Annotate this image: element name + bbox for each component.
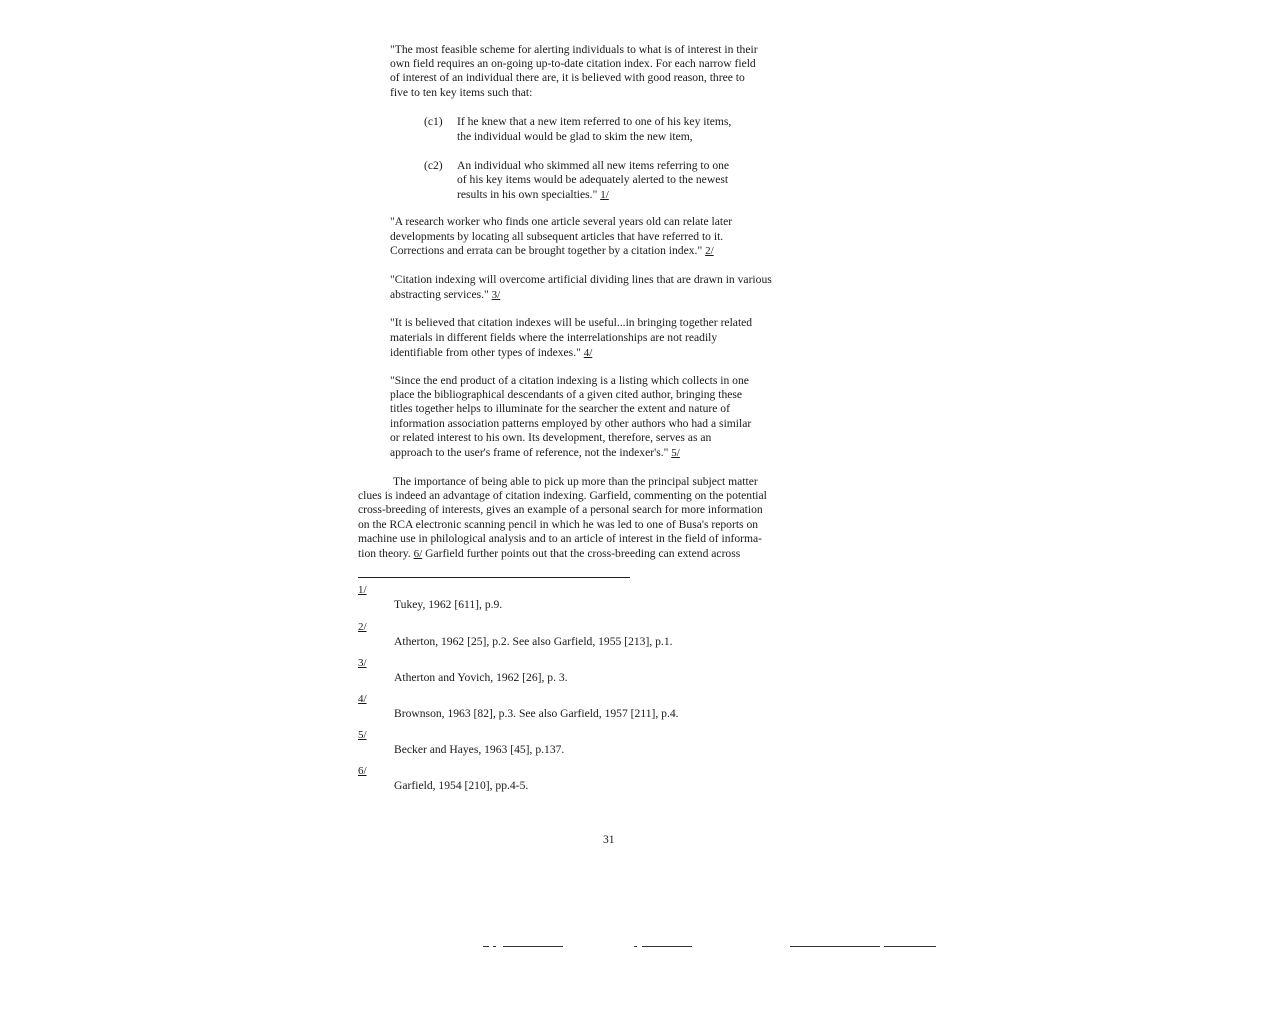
c1-line	[457, 115, 731, 129]
scan-artifact-line	[503, 946, 563, 947]
footnote-marker: 3/	[358, 657, 367, 669]
c2-label-line	[424, 159, 443, 173]
line-text: five to ten key items such that:	[390, 86, 533, 99]
footnote-separator	[358, 577, 630, 578]
footnote-marker: 5/	[358, 729, 367, 741]
paragraph-line	[393, 475, 758, 489]
footnote-text: Becker and Hayes, 1963 [45], p.137.	[394, 743, 565, 756]
line-text: on the RCA electronic scanning pencil in which he was led to one of Busa's reports on	[358, 518, 759, 531]
c2-line	[457, 188, 609, 202]
line-text: "Citation indexing will overcome artificial dividing lines that are drawn in various	[390, 273, 772, 286]
line-text: (c2)	[424, 159, 443, 172]
footnote-text: Atherton and Yovich, 1962 [26], p. 3.	[394, 671, 568, 684]
line-text: approach to the user's frame of reference, not the indexer's."	[390, 446, 672, 459]
c2-line	[457, 173, 728, 187]
footnote-reference: 5/	[671, 447, 680, 459]
paragraph-line	[358, 518, 758, 532]
quote-5-line	[390, 374, 749, 388]
line-text: clues is indeed an advantage of citation indexing. Garfield, commenting on the potential	[358, 489, 767, 502]
line-text: If he knew that a new item referred to one of his key items,	[457, 115, 732, 128]
line-text: of interest of an individual there are, it is believed with good reason, three to	[390, 71, 745, 84]
line-text: "A research worker who finds one article several years old can relate later	[390, 215, 733, 228]
line-text: "The most feasible scheme for alerting individuals to what is of interest in their	[390, 43, 758, 56]
footnote-text: Garfield, 1954 [210], pp.4-5.	[394, 779, 529, 792]
line-text: of his key items would be adequately alerted to the newest	[457, 173, 729, 186]
line-text: Corrections and errata can be brought together by a citation index."	[390, 244, 706, 257]
line-text: own field requires an on-going up-to-date citation index. For each narrow field	[390, 57, 756, 70]
quote-4-line	[390, 316, 752, 330]
footnote-text: Atherton, 1962 [25], p.2. See also Garfield, 1955 [213], p.1.	[394, 635, 673, 648]
line-text: materials in different fields where the interrelationships are not readily	[390, 331, 718, 344]
line-text: "It is believed that citation indexes will be useful...in bringing together related	[390, 316, 753, 329]
footnote-text: Tukey, 1962 [611], p.9.	[394, 598, 503, 611]
quote-5-line	[390, 446, 680, 460]
quote-1-line	[390, 43, 758, 57]
paragraph-line	[358, 547, 740, 561]
scan-artifact-line	[634, 946, 637, 947]
footnote-marker: 6/	[358, 765, 367, 777]
scan-artifact-line	[884, 946, 936, 947]
line-text: the individual would be glad to skim the new item,	[457, 130, 693, 143]
c2-line	[457, 159, 729, 173]
footnote-marker: 2/	[358, 621, 367, 633]
quote-5-line	[390, 431, 711, 445]
line-text: (c1)	[424, 115, 443, 128]
line-text: abstracting services."	[390, 288, 492, 301]
scan-artifact-line	[642, 946, 692, 947]
quote-5-line	[390, 417, 751, 431]
paragraph-line	[358, 489, 767, 503]
footnote-text: Brownson, 1963 [82], p.3. See also Garfield, 1957 [211], p.4.	[394, 707, 679, 720]
c1-label-line	[424, 115, 443, 129]
line-text: information association patterns employed by other authors who had a similar	[390, 417, 752, 430]
scan-artifact-line	[790, 946, 880, 947]
paragraph-line	[358, 532, 762, 546]
page-number: 31	[603, 833, 615, 846]
quote-2-line	[390, 230, 723, 244]
line-text: tion theory.	[358, 547, 414, 560]
line-text: The importance of being able to pick up more than the principal subject matter	[393, 475, 758, 488]
quote-4-line	[390, 346, 592, 360]
quote-5-line	[390, 402, 730, 416]
line-text: or related interest to his own. Its development, therefore, serves as an	[390, 431, 712, 444]
footnote-marker: 1/	[358, 584, 367, 596]
quote-4-line	[390, 331, 717, 345]
footnote-reference: 6/	[413, 548, 423, 560]
scan-artifact-line	[493, 946, 496, 947]
quote-1-line	[390, 71, 745, 85]
footnote-reference: 3/	[491, 289, 501, 301]
quote-3-line	[390, 273, 772, 287]
quote-3-line	[390, 288, 500, 302]
line-text: machine use in philological analysis and to an article of interest in the field of informa-	[358, 532, 763, 545]
line-text: identifiable from other types of indexes."	[390, 346, 584, 359]
scan-artifact-line	[483, 946, 489, 947]
quote-1-line	[390, 86, 532, 100]
footnote-reference: 1/	[600, 189, 609, 201]
quote-1-line	[390, 57, 756, 71]
footnote-reference: 4/	[583, 347, 593, 359]
line-text: results in his own specialties."	[457, 188, 601, 201]
line-text: developments by locating all subsequent articles that have referred to it.	[390, 230, 724, 243]
line-text: An individual who skimmed all new items referring to one	[457, 159, 730, 172]
line-text: Garfield further points out that the cross-breeding can extend across	[422, 547, 741, 560]
footnote-reference: 2/	[705, 245, 714, 257]
c1-line	[457, 130, 693, 144]
line-text: titles together helps to illuminate for the searcher the extent and nature of	[390, 402, 730, 415]
footnote-marker: 4/	[358, 693, 367, 705]
paragraph-line	[358, 503, 763, 517]
line-text: "Since the end product of a citation indexing is a listing which collects in one	[390, 374, 749, 387]
quote-5-line	[390, 388, 742, 402]
quote-2-line	[390, 244, 714, 258]
line-text: place the bibliographical descendants of a given cited author, bringing these	[390, 388, 743, 401]
quote-2-line	[390, 215, 732, 229]
line-text: cross-breeding of interests, gives an example of a personal search for more information	[358, 503, 763, 516]
